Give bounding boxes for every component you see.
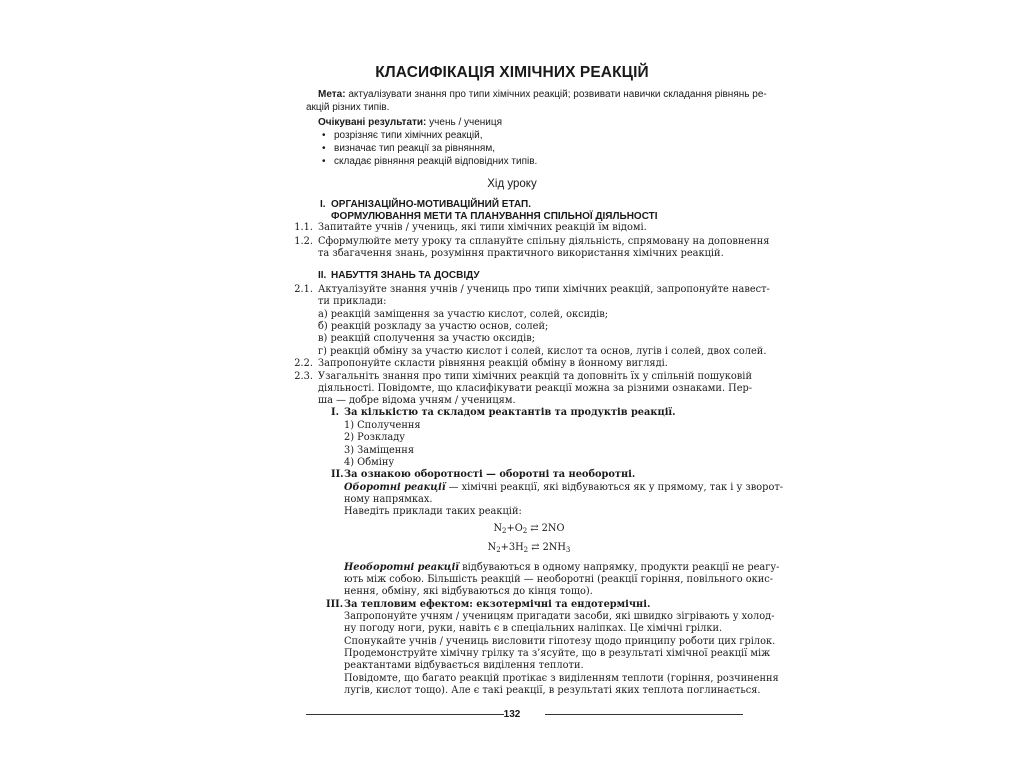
reversible-definition-text: — хімічні реакції, які відбуваються як у прямому, так і у зворот- bbox=[445, 482, 784, 493]
irreversible-definition-line: нення, обміну, які відбуваються до кінця тощо). bbox=[344, 586, 593, 597]
eq2-subscript: 2 bbox=[523, 546, 529, 554]
eq2-subscript: 3 bbox=[565, 546, 571, 554]
item-text: діяльності. Повідомте, що класифікувати реакції можна за різними ознаками. Пер- bbox=[318, 383, 753, 394]
goal-label: Мета: bbox=[318, 89, 346, 100]
goal-text: актуалізувати знання про типи хімічних реакцій; розвивати навички складання рівнянь ре- bbox=[345, 89, 767, 100]
class-3-title: За тепловим ефектом: екзотермічні та ендотермічні. bbox=[344, 599, 651, 610]
class-1-item: 3) Заміщення bbox=[344, 445, 415, 456]
item-text: Сформулюйте мету уроку та сплануйте спільну діяльність, спрямовану на доповнення bbox=[318, 236, 770, 247]
item-number: 2.2. bbox=[294, 358, 313, 369]
class-1-number: I. bbox=[331, 407, 339, 418]
irreversible-definition bbox=[344, 562, 779, 574]
class-1-item: 4) Обміну bbox=[344, 457, 395, 468]
subitem: г) реакцій обміну за участю кислот і солей, кислот та основ, лугів і солей, двох солей. bbox=[318, 346, 767, 357]
subitem: в) реакцій сполучення за участю оксидів; bbox=[318, 333, 536, 344]
class-1-item: 1) Сполучення bbox=[344, 420, 421, 431]
results-suffix: учень / учениця bbox=[426, 117, 503, 128]
results-item: • розрізняє типи хімічних реакцій, bbox=[334, 130, 483, 141]
results-item: • складає рівняння реакцій відповідних типів. bbox=[334, 156, 537, 167]
reversible-definition-line-2: ному напрямках. bbox=[344, 494, 433, 505]
reversible-definition bbox=[344, 482, 783, 494]
item-text: та збагачення знань, розуміння практичного використання хімічних реакцій. bbox=[318, 248, 724, 259]
item-number: 1.2. bbox=[294, 236, 313, 247]
class-3-text: ну погоду ноги, руки, навіть є в спеціальних наліпках. Це хімічні грілки. bbox=[344, 623, 723, 634]
irreversible-definition-text: відбуваються в одному напрямку, продукти реакції не реагу- bbox=[459, 562, 780, 573]
class-3-text: Продемонструйте хімічну грілку та з’ясуйте, що в результаті хімічної реакції між bbox=[344, 648, 771, 659]
examples-prompt: Наведіть приклади таких реакцій: bbox=[344, 506, 522, 517]
eq1-subscript: 2 bbox=[522, 527, 528, 535]
eq2-subscript: 2 bbox=[496, 546, 501, 554]
item-text: ша — добре відома учням / ученицям. bbox=[318, 395, 516, 406]
eq1-term: +O bbox=[506, 523, 523, 534]
class-3-number: III. bbox=[326, 599, 344, 610]
reversible-term: Оборотні реакції bbox=[344, 482, 446, 493]
class-3-text: Спонукайте учнів / учениць висловити гіпотезу щодо принципу роботи цих грілок. bbox=[344, 636, 776, 647]
section-1-title-line-1: ОРГАНІЗАЦІЙНО-МОТИВАЦІЙНИЙ ЕТАП. bbox=[331, 199, 531, 210]
eq2-term: +3H bbox=[500, 542, 524, 553]
section-1-number: I. bbox=[320, 199, 326, 210]
item-text: Запитайте учнів / учениць, які типи хімічних реакцій їм відомі. bbox=[318, 222, 647, 233]
page-title: КЛАСИФІКАЦІЯ ХІМІЧНИХ РЕАКЦІЙ bbox=[375, 64, 649, 81]
item-number: 2.1. bbox=[294, 284, 313, 295]
results-label: Очікувані результати: bbox=[318, 117, 427, 128]
item-text: ти приклади: bbox=[318, 296, 387, 307]
section-2-number: II. bbox=[318, 270, 327, 281]
section-1-title-line-2: ФОРМУЛЮВАННЯ МЕТИ ТА ПЛАНУВАННЯ СПІЛЬНОЇ ДІЯЛЬНОСТІ bbox=[331, 211, 658, 222]
item-text: Актуалізуйте знання учнів / учениць про типи хімічних реакцій, запропонуйте навест- bbox=[318, 284, 770, 295]
item-number: 2.3. bbox=[294, 371, 313, 382]
class-2-title: За ознакою оборотності — оборотні та необоротні. bbox=[344, 469, 636, 480]
goal-line-1 bbox=[318, 89, 767, 100]
item-number: 1.1. bbox=[294, 222, 313, 233]
equation-2 bbox=[0, 542, 1024, 556]
results-heading bbox=[318, 117, 502, 128]
class-3-text: лугів, кислот тощо). Але є такі реакції, в результаті яких теплота поглинається. bbox=[344, 685, 761, 696]
goal-line-2: акцій різних типів. bbox=[306, 102, 390, 113]
equation-1 bbox=[0, 523, 1024, 537]
subitem: б) реакцій розкладу за участю основ, солей; bbox=[318, 321, 549, 332]
class-3-text: реактантами відбувається виділення теплоти. bbox=[344, 660, 584, 671]
equilibrium-arrow: ⇄ bbox=[527, 523, 542, 534]
item-text: Узагальніть знання про типи хімічних реакцій та доповніть їх у спільній пошуковій bbox=[318, 371, 752, 382]
class-2-number: II. bbox=[331, 469, 344, 480]
eq2-product: 2NH bbox=[542, 542, 566, 553]
eq1-subscript: 2 bbox=[502, 527, 507, 535]
subitem: а) реакцій заміщення за участю кислот, солей, оксидів; bbox=[318, 309, 609, 320]
eq1-product: 2NO bbox=[541, 523, 565, 534]
equilibrium-arrow: ⇄ bbox=[528, 542, 543, 553]
class-1-item: 2) Розкладу bbox=[344, 432, 405, 443]
eq1-term: N bbox=[493, 523, 503, 534]
class-3-text: Запропонуйте учням / ученицям пригадати засоби, які швидко зігрівають у холод- bbox=[344, 611, 775, 622]
irreversible-definition-line: ють між собою. Більшість реакцій — необоротні (реакції горіння, повільного окис- bbox=[344, 574, 774, 585]
lesson-heading: Хід уроку bbox=[487, 178, 537, 190]
irreversible-term: Необоротні реакції bbox=[344, 562, 460, 573]
class-1-title: За кількістю та складом реактантів та продуктів реакції. bbox=[344, 407, 676, 418]
eq2-term: N bbox=[487, 542, 497, 553]
section-2-title: НАБУТТЯ ЗНАНЬ ТА ДОСВІДУ bbox=[331, 270, 480, 281]
item-text: Запропонуйте скласти рівняння реакцій обміну в йонному вигляді. bbox=[318, 358, 668, 369]
page-number: 132 bbox=[503, 709, 521, 720]
class-3-text: Повідомте, що багато реакцій протікає з виділенням теплоти (горіння, розчинення bbox=[344, 673, 779, 684]
results-item: • визначає тип реакції за рівнянням, bbox=[334, 143, 495, 154]
